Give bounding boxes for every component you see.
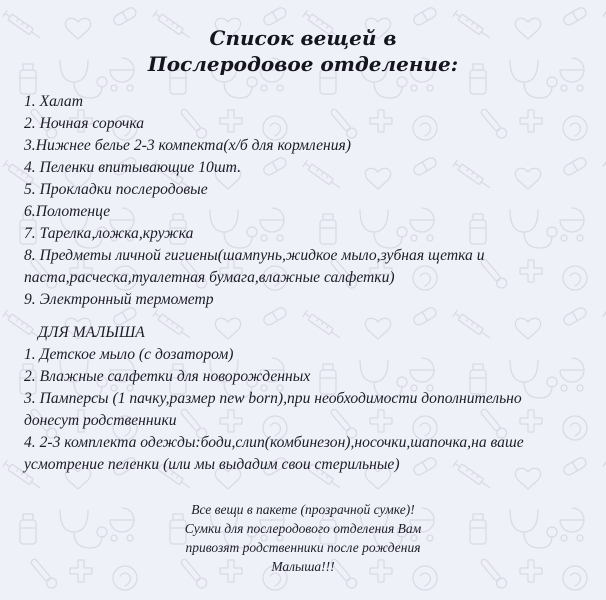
list-item: 5. Прокладки послеродовые [24, 181, 208, 198]
list-item: 2. Влажные салфетки для новорожденных [24, 368, 311, 385]
list-item: 7. Тарелка,ложка,кружка [24, 225, 194, 242]
list-item: паста,расческа,туалетная бумага,влажные салфетки) [24, 269, 395, 286]
title-line-2: Послеродовое отделение: [147, 52, 459, 76]
baby-section-heading: ДЛЯ МАЛЫША [38, 324, 145, 341]
list-item: усмотрение пеленки (или мы выдадим свои стерильные) [24, 456, 400, 473]
mom-items-list [24, 91, 594, 311]
note-line: привозят родственники после рождения [185, 540, 421, 555]
note-line: Все вещи в пакете (прозрачной сумке)! [191, 502, 415, 517]
list-item: донесут родственники [24, 412, 177, 429]
list-item: 4. Пеленки впитывающие 10шт. [24, 159, 241, 176]
list-item: 3. Памперсы (1 пачку,размер new born),при необходимости дополнительно [24, 390, 522, 407]
list-item: 4. 2-3 комплекта одежды:боди,слип(комбинезон),носочки,шапочка,на ваше [24, 434, 524, 451]
list-item: 8. Предметы личной гигиены(шампунь,жидкое мыло,зубная щетка и [24, 247, 485, 264]
list-item: 9. Электронный термометр [24, 291, 214, 308]
list-item: 6.Полотенце [24, 203, 111, 220]
list-item: 1. Детское мыло (с дозатором) [24, 346, 234, 363]
list-item: 3.Нижнее белье 2-3 компекта(х/б для кормления) [24, 137, 351, 154]
footer-note [130, 500, 476, 576]
note-line: Малыша!!! [271, 559, 335, 574]
title-line-1: Список вещей в [209, 26, 397, 50]
list-item: 1. Халат [24, 93, 83, 110]
baby-items-list [24, 344, 594, 476]
note-line: Сумки для послеродового отделения Вам [184, 521, 422, 536]
list-item: 2. Ночная сорочка [24, 115, 145, 132]
